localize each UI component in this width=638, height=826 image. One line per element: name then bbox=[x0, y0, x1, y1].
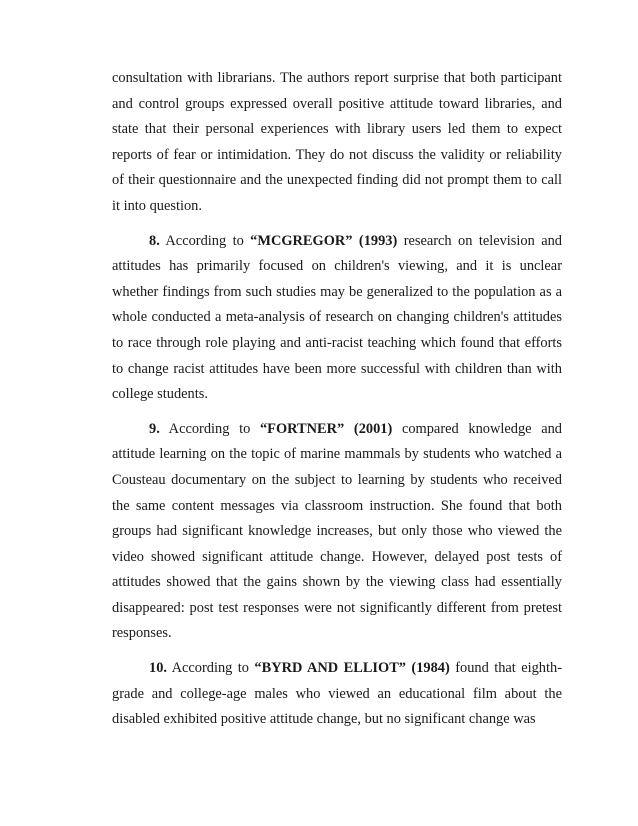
item-number: 10. bbox=[149, 660, 167, 677]
document-page bbox=[112, 66, 562, 733]
citation-reference: “MCGREGOR” (1993) bbox=[250, 232, 398, 249]
paragraph-item-9 bbox=[112, 417, 562, 647]
paragraph-lead: According to bbox=[159, 420, 260, 437]
paragraph-lead: According to bbox=[167, 660, 255, 677]
paragraph-item-10 bbox=[112, 656, 562, 733]
paragraph-text: research on television and attitudes has primarily focused on children's viewing, and it is unclear whether findings from such studies may be generalized to the population as a whole conducted a meta-analysis of research on changing children's attitudes to race through role playing and anti-racist teaching which found that efforts to change racist attitudes have been more successful with children than with college students. bbox=[112, 232, 562, 403]
item-number: 8. bbox=[149, 232, 160, 249]
paragraph-text: compared knowledge and attitude learning on the topic of marine mammals by students who watched a Cousteau documentary on the subject to learning by students who received the same content messages via classroom instruction. She found that both groups had significant knowledge increases, but only those who viewed the video showed significant attitude change. However, delayed post tests of attitudes showed that the gains shown by the viewing class had essentially disappeared: post test responses were not significantly different from pretest responses. bbox=[112, 420, 562, 642]
item-number: 9. bbox=[149, 420, 160, 437]
citation-reference: “FORTNER” (2001) bbox=[259, 420, 393, 437]
paragraph-lead: According to bbox=[159, 232, 251, 249]
citation-reference: “BYRD AND ELLIOT” (1984) bbox=[254, 660, 450, 677]
paragraph-text: consultation with librarians. The authors report surprise that both participant and control groups expressed overall positive attitude toward libraries, and state that their personal experiences with library users led them to expect reports of fear or intimidation. They do not discuss the validity or reliability of their questionnaire and the unexpected finding did not prompt them to call it into question. bbox=[112, 70, 562, 214]
paragraph-continuation bbox=[112, 66, 562, 220]
paragraph-text: found that eighth-grade and college-age males who viewed an educational film about the disabled exhibited positive attitude change, but no significant change was bbox=[112, 660, 562, 728]
paragraph-item-8 bbox=[112, 229, 562, 408]
